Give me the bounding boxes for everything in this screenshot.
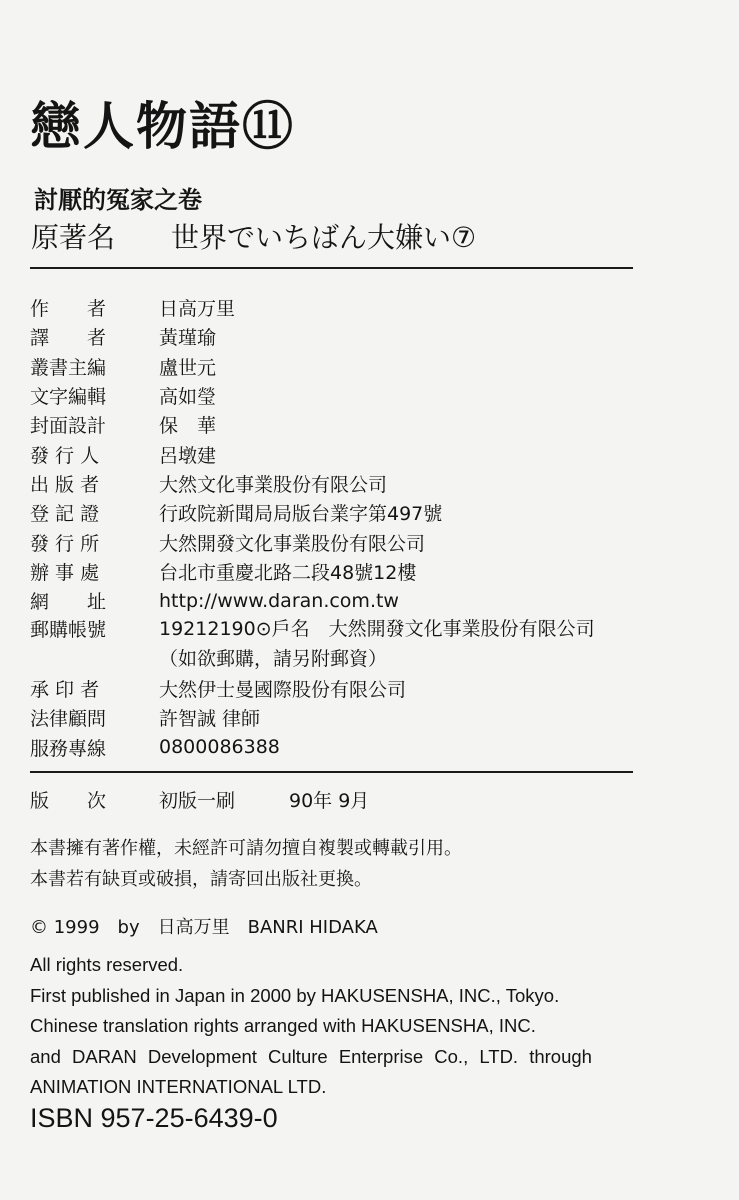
english-line: First published in Japan in 2000 by HAKUSENSHA, INC., Tokyo. <box>30 984 560 1006</box>
original-title-value: 世界でいちばん大嫌い⑦ <box>171 221 477 254</box>
credit-value: 大然伊士曼國際股份有限公司 <box>159 679 407 701</box>
copyright-author-cn: 日高万里 <box>157 917 230 938</box>
credit-label: 譯 者 <box>30 327 107 350</box>
credit-row <box>30 557 670 586</box>
credit-value: 許智誠 律師 <box>159 708 261 731</box>
edition-value: 初版一刷 <box>159 790 236 812</box>
credit-row <box>30 439 670 468</box>
book-subtitle: 討厭的冤家之卷 <box>34 186 202 214</box>
credit-label: 登 記 證 <box>30 503 100 526</box>
credit-value: 高如瑩 <box>159 386 217 409</box>
credit-value: 日高万里 <box>159 298 236 321</box>
english-line: All rights reserved. <box>30 954 184 975</box>
credit-row <box>30 703 670 732</box>
english-line: and DARAN Development Culture Enterprise Co., LTD. through <box>30 1045 592 1067</box>
credit-value: 0800086388 <box>159 736 280 759</box>
english-line: ANIMATION INTERNATIONAL LTD. <box>30 1076 327 1097</box>
english-line: Chinese translation rights arranged with HAKUSENSHA, INC. <box>30 1015 536 1036</box>
credit-label: 發 行 人 <box>30 444 100 467</box>
credit-row <box>30 674 670 703</box>
credit-row <box>30 732 670 761</box>
credit-row <box>30 410 670 439</box>
credit-value-line: （如欲郵購，請另附郵資） <box>159 647 388 670</box>
credit-row <box>30 352 670 381</box>
credit-value: 呂墩建 <box>159 444 217 467</box>
edition-date: 90年 9月 <box>289 790 370 812</box>
credit-row <box>30 469 670 498</box>
credit-label: 網 址 <box>30 591 107 614</box>
original-title <box>31 218 476 258</box>
credit-row <box>30 381 670 410</box>
credit-row <box>30 615 670 674</box>
credit-row <box>30 322 670 351</box>
credit-value: 黃瑾瑜 <box>159 327 217 350</box>
credit-label: 承 印 者 <box>30 679 100 701</box>
credit-label: 文字編輯 <box>30 386 107 409</box>
credit-row <box>30 527 670 556</box>
notice-line: 本書若有缺頁或破損，請寄回出版社更換。 <box>30 869 372 890</box>
notice-line: 本書擁有著作權，未經許可請勿擅自複製或轉載引用。 <box>30 838 462 859</box>
edition-label: 版 次 <box>30 790 107 812</box>
isbn: ISBN 957-25-6439-0 <box>30 1103 278 1133</box>
credit-row <box>30 586 670 615</box>
credit-value: 盧世元 <box>159 356 217 379</box>
credit-label: 發 行 所 <box>30 532 100 555</box>
credit-value: 台北市重慶北路二段48號12樓 <box>159 561 417 584</box>
copyright-by: by <box>117 917 140 938</box>
credit-value: 大然開發文化事業股份有限公司 <box>159 532 426 555</box>
copyright-author-en: BANRI HIDAKA <box>247 917 378 938</box>
credit-row <box>30 293 670 322</box>
credit-value: 保 華 <box>159 415 217 438</box>
original-title-label: 原著名 <box>31 221 116 254</box>
credit-row <box>30 498 670 527</box>
book-title: 戀人物語⑪ <box>30 98 296 157</box>
copyright-notice <box>30 833 462 895</box>
credit-label: 郵購帳號 <box>30 619 107 642</box>
divider-middle <box>30 771 633 773</box>
credits-table <box>30 293 670 762</box>
credit-label: 封面設計 <box>30 415 107 438</box>
credit-label: 辦 事 處 <box>30 561 100 584</box>
credit-value: 大然文化事業股份有限公司 <box>159 473 388 496</box>
copyright-line <box>30 913 396 943</box>
edition-row <box>30 786 369 816</box>
credit-value-line: 19212190⊙戶名 大然開發文化事業股份有限公司 <box>159 618 595 641</box>
copyright-year: © 1999 <box>30 917 100 938</box>
divider-top <box>30 267 633 269</box>
credit-label: 法律顧問 <box>30 708 107 731</box>
credit-value <box>159 615 595 674</box>
credit-value: 行政院新聞局局版台業字第497號 <box>159 503 443 526</box>
credit-label: 出 版 者 <box>30 473 100 496</box>
credit-value: http://www.daran.com.tw <box>159 589 399 612</box>
credit-label: 叢書主編 <box>30 356 107 379</box>
english-rights-block <box>30 950 592 1103</box>
credit-label: 服務專線 <box>30 737 107 760</box>
credit-label: 作 者 <box>30 298 107 321</box>
